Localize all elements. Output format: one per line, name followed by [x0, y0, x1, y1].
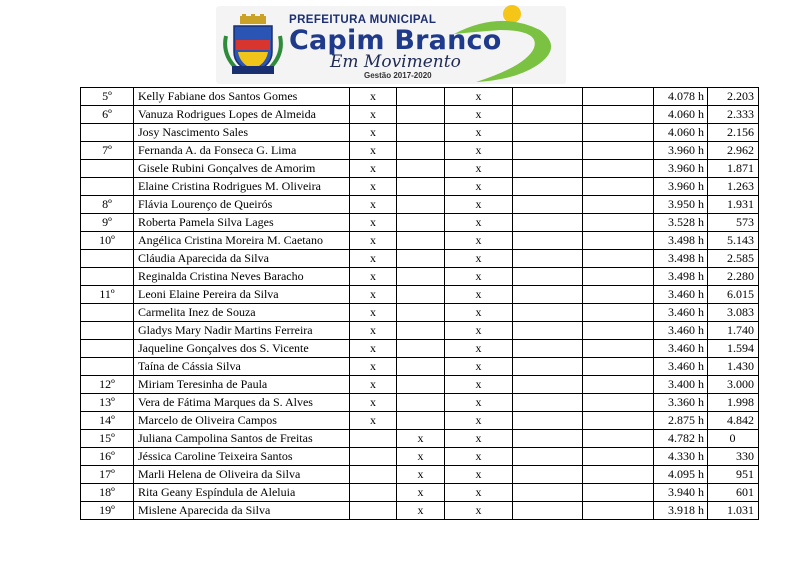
- mark-cell-c: x: [445, 304, 513, 322]
- mark-cell-a: x: [350, 88, 397, 106]
- mark-cell-a: x: [350, 358, 397, 376]
- mark-cell-c: x: [445, 502, 513, 520]
- table-row: [81, 394, 759, 412]
- mark-cell-a: [350, 466, 397, 484]
- table-row: [81, 88, 759, 106]
- empty-cell: [583, 394, 654, 412]
- table-row: [81, 502, 759, 520]
- points-cell: 6.015: [708, 286, 759, 304]
- mark-cell-a: x: [350, 322, 397, 340]
- mark-cell-c: x: [445, 376, 513, 394]
- rank-cell: 6º: [81, 106, 134, 124]
- empty-cell: [513, 232, 583, 250]
- empty-cell: [583, 142, 654, 160]
- rank-cell: 15º: [81, 430, 134, 448]
- table-row: [81, 376, 759, 394]
- mark-cell-c: x: [445, 106, 513, 124]
- name-cell: Carmelita Inez de Souza: [134, 304, 350, 322]
- name-cell: Roberta Pamela Silva Lages: [134, 214, 350, 232]
- empty-cell: [513, 412, 583, 430]
- letterhead: [0, 0, 800, 88]
- hours-cell: 4.330 h: [654, 448, 708, 466]
- table-row: [81, 178, 759, 196]
- empty-cell: [583, 466, 654, 484]
- name-cell: Vanuza Rodrigues Lopes de Almeida: [134, 106, 350, 124]
- table-row: [81, 322, 759, 340]
- table-row: [81, 466, 759, 484]
- table-row: [81, 142, 759, 160]
- mark-cell-b: [397, 232, 445, 250]
- name-cell: Vera de Fátima Marques da S. Alves: [134, 394, 350, 412]
- mark-cell-c: x: [445, 178, 513, 196]
- mark-cell-c: x: [445, 88, 513, 106]
- empty-cell: [513, 106, 583, 124]
- hours-cell: 3.950 h: [654, 196, 708, 214]
- mark-cell-b: x: [397, 502, 445, 520]
- table-row: [81, 430, 759, 448]
- empty-cell: [583, 322, 654, 340]
- mark-cell-a: [350, 502, 397, 520]
- hours-cell: 3.528 h: [654, 214, 708, 232]
- hours-cell: 3.460 h: [654, 304, 708, 322]
- empty-cell: [513, 484, 583, 502]
- mark-cell-a: x: [350, 142, 397, 160]
- empty-cell: [583, 214, 654, 232]
- mark-cell-b: [397, 124, 445, 142]
- mark-cell-c: x: [445, 268, 513, 286]
- empty-cell: [513, 502, 583, 520]
- rank-cell: 16º: [81, 448, 134, 466]
- empty-cell: [583, 502, 654, 520]
- mark-cell-c: x: [445, 250, 513, 268]
- points-cell: 1.871: [708, 160, 759, 178]
- empty-cell: [583, 196, 654, 214]
- mark-cell-c: x: [445, 142, 513, 160]
- hours-cell: 3.940 h: [654, 484, 708, 502]
- rank-cell: 9º: [81, 214, 134, 232]
- rank-cell: 17º: [81, 466, 134, 484]
- empty-cell: [583, 178, 654, 196]
- table-row: [81, 304, 759, 322]
- points-cell: 2.156: [708, 124, 759, 142]
- mark-cell-c: x: [445, 412, 513, 430]
- hours-cell: 4.060 h: [654, 106, 708, 124]
- hours-cell: 3.360 h: [654, 394, 708, 412]
- name-cell: Gladys Mary Nadir Martins Ferreira: [134, 322, 350, 340]
- empty-cell: [513, 448, 583, 466]
- name-cell: Juliana Campolina Santos de Freitas: [134, 430, 350, 448]
- table-row: [81, 412, 759, 430]
- empty-cell: [583, 430, 654, 448]
- mark-cell-a: x: [350, 286, 397, 304]
- rank-cell: 10º: [81, 232, 134, 250]
- mark-cell-c: x: [445, 286, 513, 304]
- mark-cell-a: x: [350, 376, 397, 394]
- mark-cell-b: [397, 412, 445, 430]
- name-cell: Cláudia Aparecida da Silva: [134, 250, 350, 268]
- municipal-seal-icon: [222, 14, 284, 78]
- points-cell: 1.031: [708, 502, 759, 520]
- empty-cell: [513, 160, 583, 178]
- empty-cell: [513, 214, 583, 232]
- hours-cell: 2.875 h: [654, 412, 708, 430]
- mark-cell-c: x: [445, 448, 513, 466]
- points-cell: 3.000: [708, 376, 759, 394]
- name-cell: Taína de Cássia Silva: [134, 358, 350, 376]
- rank-cell: 12º: [81, 376, 134, 394]
- mark-cell-b: [397, 196, 445, 214]
- mark-cell-a: x: [350, 178, 397, 196]
- empty-cell: [583, 484, 654, 502]
- rank-cell: [81, 340, 134, 358]
- rank-cell: 13º: [81, 394, 134, 412]
- mark-cell-b: [397, 322, 445, 340]
- name-cell: Kelly Fabiane dos Santos Gomes: [134, 88, 350, 106]
- mark-cell-b: [397, 178, 445, 196]
- empty-cell: [513, 376, 583, 394]
- points-cell: 1.263: [708, 178, 759, 196]
- rank-cell: [81, 304, 134, 322]
- mark-cell-c: x: [445, 394, 513, 412]
- points-cell: 330: [708, 448, 759, 466]
- rank-cell: 18º: [81, 484, 134, 502]
- points-cell: 2.280: [708, 268, 759, 286]
- points-cell: 1.740: [708, 322, 759, 340]
- mark-cell-c: x: [445, 430, 513, 448]
- mark-cell-a: x: [350, 412, 397, 430]
- empty-cell: [513, 88, 583, 106]
- name-cell: Elaine Cristina Rodrigues M. Oliveira: [134, 178, 350, 196]
- mark-cell-a: [350, 430, 397, 448]
- rank-cell: 5º: [81, 88, 134, 106]
- empty-cell: [583, 448, 654, 466]
- mark-cell-b: x: [397, 448, 445, 466]
- city-name: Capim Branco: [289, 25, 502, 56]
- rank-cell: 8º: [81, 196, 134, 214]
- table-row: [81, 106, 759, 124]
- table-row: [81, 268, 759, 286]
- hours-cell: 3.460 h: [654, 286, 708, 304]
- mark-cell-b: [397, 142, 445, 160]
- rank-cell: [81, 358, 134, 376]
- mark-cell-a: x: [350, 394, 397, 412]
- rank-cell: 11º: [81, 286, 134, 304]
- points-cell: 2.203: [708, 88, 759, 106]
- hours-cell: 4.060 h: [654, 124, 708, 142]
- name-cell: Angélica Cristina Moreira M. Caetano: [134, 232, 350, 250]
- points-cell: 573: [708, 214, 759, 232]
- table-row: [81, 160, 759, 178]
- table-row: [81, 250, 759, 268]
- hours-cell: 3.498 h: [654, 250, 708, 268]
- mark-cell-a: [350, 448, 397, 466]
- mark-cell-c: x: [445, 160, 513, 178]
- rank-cell: 7º: [81, 142, 134, 160]
- mark-cell-b: [397, 214, 445, 232]
- name-cell: Flávia Lourenço de Queirós: [134, 196, 350, 214]
- mark-cell-c: x: [445, 322, 513, 340]
- hours-cell: 3.460 h: [654, 322, 708, 340]
- mark-cell-b: x: [397, 484, 445, 502]
- rank-cell: [81, 322, 134, 340]
- mark-cell-c: x: [445, 214, 513, 232]
- name-cell: Jéssica Caroline Teixeira Santos: [134, 448, 350, 466]
- empty-cell: [513, 304, 583, 322]
- empty-cell: [513, 322, 583, 340]
- rank-cell: [81, 250, 134, 268]
- empty-cell: [583, 340, 654, 358]
- mark-cell-b: [397, 160, 445, 178]
- empty-cell: [583, 268, 654, 286]
- hours-cell: 4.078 h: [654, 88, 708, 106]
- hours-cell: 4.095 h: [654, 466, 708, 484]
- points-cell: 2.333: [708, 106, 759, 124]
- hours-cell: 4.782 h: [654, 430, 708, 448]
- empty-cell: [583, 358, 654, 376]
- mark-cell-b: [397, 394, 445, 412]
- mark-cell-b: [397, 358, 445, 376]
- rank-cell: 14º: [81, 412, 134, 430]
- mark-cell-b: [397, 268, 445, 286]
- table-row: [81, 448, 759, 466]
- mark-cell-c: x: [445, 358, 513, 376]
- prefeitura-label: PREFEITURA MUNICIPAL: [289, 14, 437, 26]
- empty-cell: [513, 178, 583, 196]
- mark-cell-c: x: [445, 466, 513, 484]
- empty-cell: [513, 394, 583, 412]
- table-row: [81, 214, 759, 232]
- table-row: [81, 124, 759, 142]
- mark-cell-c: x: [445, 124, 513, 142]
- table-row: [81, 286, 759, 304]
- points-cell: 1.594: [708, 340, 759, 358]
- empty-cell: [513, 142, 583, 160]
- hours-cell: 3.498 h: [654, 268, 708, 286]
- empty-cell: [513, 358, 583, 376]
- hours-cell: 3.400 h: [654, 376, 708, 394]
- empty-cell: [513, 430, 583, 448]
- mark-cell-a: x: [350, 232, 397, 250]
- mark-cell-b: x: [397, 430, 445, 448]
- hours-cell: 3.498 h: [654, 232, 708, 250]
- empty-cell: [513, 268, 583, 286]
- rank-cell: [81, 178, 134, 196]
- hours-cell: 3.960 h: [654, 142, 708, 160]
- table-row: [81, 358, 759, 376]
- name-cell: Fernanda A. da Fonseca G. Lima: [134, 142, 350, 160]
- hours-cell: 3.460 h: [654, 340, 708, 358]
- mark-cell-b: [397, 304, 445, 322]
- empty-cell: [513, 466, 583, 484]
- mark-cell-a: x: [350, 250, 397, 268]
- hours-cell: 3.460 h: [654, 358, 708, 376]
- mark-cell-b: [397, 340, 445, 358]
- points-cell: 5.143: [708, 232, 759, 250]
- mark-cell-a: x: [350, 160, 397, 178]
- empty-cell: [583, 106, 654, 124]
- empty-cell: [583, 124, 654, 142]
- mark-cell-a: x: [350, 214, 397, 232]
- rank-cell: 19º: [81, 502, 134, 520]
- table-row: [81, 340, 759, 358]
- table-row: [81, 484, 759, 502]
- hours-cell: 3.960 h: [654, 178, 708, 196]
- mark-cell-b: x: [397, 466, 445, 484]
- empty-cell: [583, 232, 654, 250]
- mark-cell-a: x: [350, 340, 397, 358]
- name-cell: Mislene Aparecida da Silva: [134, 502, 350, 520]
- empty-cell: [513, 340, 583, 358]
- mark-cell-a: x: [350, 124, 397, 142]
- mark-cell-b: [397, 250, 445, 268]
- mark-cell-b: [397, 88, 445, 106]
- mark-cell-a: x: [350, 106, 397, 124]
- hours-cell: 3.918 h: [654, 502, 708, 520]
- name-cell: Josy Nascimento Sales: [134, 124, 350, 142]
- points-cell: 2.962: [708, 142, 759, 160]
- table-row: [81, 232, 759, 250]
- mark-cell-b: [397, 286, 445, 304]
- mark-cell-a: [350, 484, 397, 502]
- points-cell: 601: [708, 484, 759, 502]
- points-cell: 4.842: [708, 412, 759, 430]
- empty-cell: [583, 286, 654, 304]
- empty-cell: [513, 286, 583, 304]
- points-cell: 2.585: [708, 250, 759, 268]
- rank-cell: [81, 268, 134, 286]
- hours-cell: 3.960 h: [654, 160, 708, 178]
- name-cell: Miriam Teresinha de Paula: [134, 376, 350, 394]
- name-cell: Gisele Rubini Gonçalves de Amorim: [134, 160, 350, 178]
- name-cell: Rita Geany Espíndula de Aleluia: [134, 484, 350, 502]
- points-cell: 3.083: [708, 304, 759, 322]
- motto: Em Movimento: [330, 52, 461, 72]
- mark-cell-c: x: [445, 232, 513, 250]
- mark-cell-b: [397, 106, 445, 124]
- name-cell: Leoni Elaine Pereira da Silva: [134, 286, 350, 304]
- name-cell: Reginalda Cristina Neves Baracho: [134, 268, 350, 286]
- administration-term: Gestão 2017-2020: [364, 71, 432, 80]
- mark-cell-c: x: [445, 484, 513, 502]
- mark-cell-b: [397, 376, 445, 394]
- ranking-table: [80, 87, 759, 520]
- empty-cell: [583, 160, 654, 178]
- points-cell: 951: [708, 466, 759, 484]
- empty-cell: [583, 250, 654, 268]
- mark-cell-c: x: [445, 340, 513, 358]
- empty-cell: [513, 124, 583, 142]
- mark-cell-c: x: [445, 196, 513, 214]
- name-cell: Marli Helena de Oliveira da Silva: [134, 466, 350, 484]
- points-cell: 1.931: [708, 196, 759, 214]
- points-cell: 1.998: [708, 394, 759, 412]
- empty-cell: [583, 376, 654, 394]
- rank-cell: [81, 124, 134, 142]
- name-cell: Marcelo de Oliveira Campos: [134, 412, 350, 430]
- name-cell: Jaqueline Gonçalves dos S. Vicente: [134, 340, 350, 358]
- mark-cell-a: x: [350, 304, 397, 322]
- empty-cell: [513, 196, 583, 214]
- mark-cell-a: x: [350, 268, 397, 286]
- empty-cell: [513, 250, 583, 268]
- rank-cell: [81, 160, 134, 178]
- mark-cell-a: x: [350, 196, 397, 214]
- table-row: [81, 196, 759, 214]
- empty-cell: [583, 304, 654, 322]
- points-cell: 1.430: [708, 358, 759, 376]
- empty-cell: [583, 88, 654, 106]
- points-cell: 0: [708, 430, 759, 448]
- empty-cell: [583, 412, 654, 430]
